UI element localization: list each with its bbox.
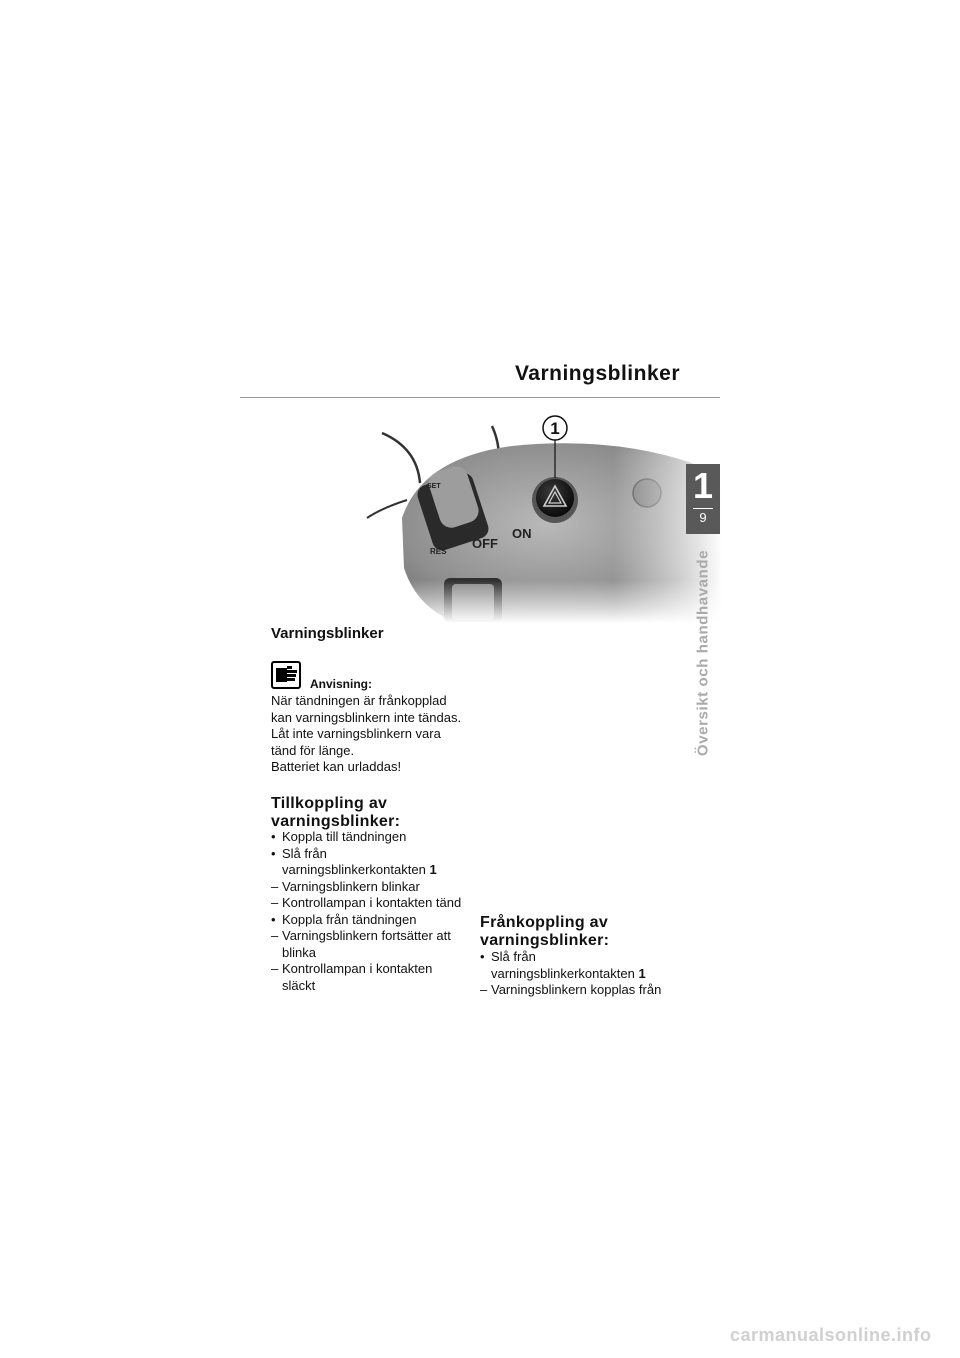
on-heading: Tillkoppling av varningsblinker: <box>271 795 401 830</box>
list-item: varningsblinkerkontakten 1 <box>491 965 646 981</box>
page-title: Varningsblinker <box>514 362 680 385</box>
hazard-switch-photo <box>362 408 722 623</box>
title-divider <box>240 397 720 398</box>
list-item: varningsblinkerkontakten 1 <box>282 862 437 877</box>
chapter-side-title-text: Översikt och handhavande <box>694 549 712 757</box>
off-steps-list <box>480 949 715 999</box>
on-steps-list <box>271 829 486 994</box>
list-item: • Slå från <box>271 845 327 861</box>
list-item: • Slå från <box>480 949 536 964</box>
note-label: Anvisning: <box>310 677 372 691</box>
list-item: – Varningsblinkern kopplas från <box>480 982 662 997</box>
section-heading: Varningsblinker <box>271 625 384 642</box>
chapter-number: 1 <box>692 465 714 506</box>
page-number: 9 <box>699 510 707 525</box>
note-text: När tändningen är frånkopplad kan varningsblinkern inte tändas. Låt inte varningsblinkern vara tänd för länge. Batteriet kan urladdas! <box>271 693 462 774</box>
off-heading: Frånkoppling av varningsblinker: <box>480 914 610 949</box>
list-item: blinka <box>282 944 316 960</box>
list-item: släckt <box>282 977 316 993</box>
chapter-tab-divider <box>693 508 713 509</box>
watermark: carmanualsonline.info <box>730 1325 932 1345</box>
list-item: – Varningsblinkern fortsätter att <box>271 928 451 943</box>
list-item: – Kontrollampan i kontakten <box>271 961 433 976</box>
chapter-side-title <box>686 548 720 758</box>
list-item: • Koppla till tändningen <box>271 829 407 844</box>
list-item: – Varningsblinkern blinkar <box>271 878 420 894</box>
chapter-tab <box>686 464 720 534</box>
list-item: – Kontrollampan i kontakten tänd <box>271 895 462 910</box>
note-hand-icon <box>271 661 301 689</box>
list-item: • Koppla från tändningen <box>271 911 417 927</box>
